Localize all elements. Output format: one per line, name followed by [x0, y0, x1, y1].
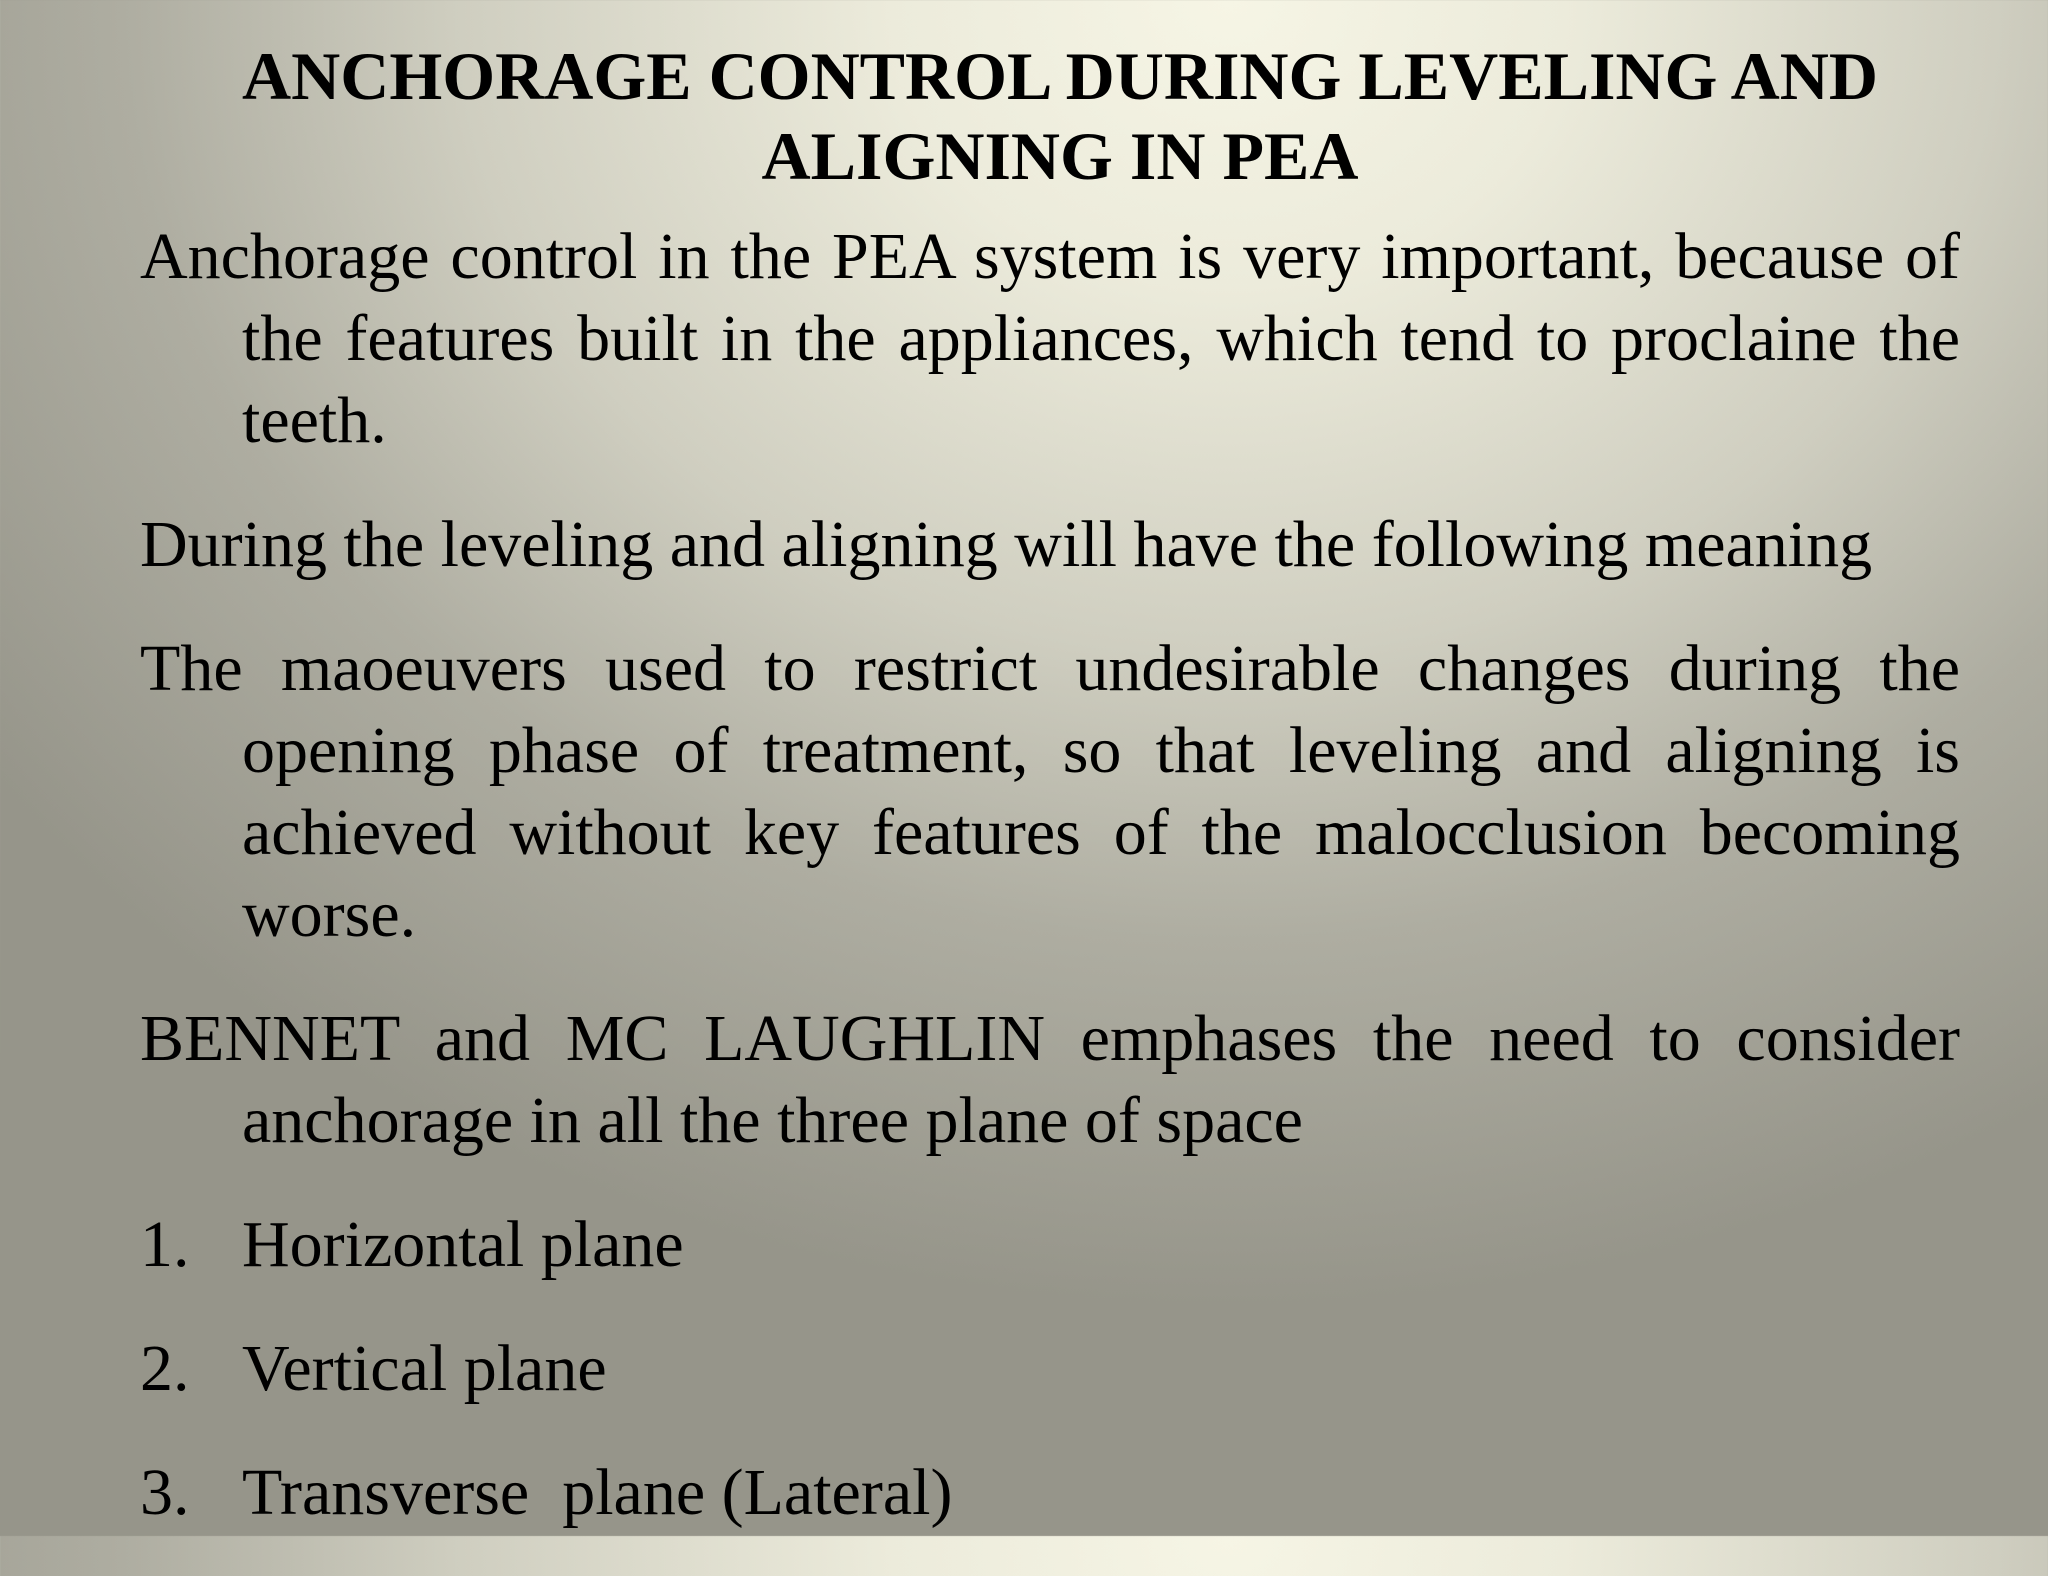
title-line-2: ALIGNING IN PEA	[761, 118, 1359, 194]
list-number: 2.	[140, 1332, 190, 1405]
list-item	[140, 1328, 1960, 1410]
list-item	[140, 1204, 1960, 1286]
list-text: Vertical plane	[242, 1332, 607, 1405]
paragraph-bennet-mclaughlin: BENNET and MC LAUGHLIN emphases the need to consider anchorage in all the three plane of space	[140, 1002, 1960, 1157]
list-text: Transverse plane (Lateral)	[242, 1456, 953, 1529]
slide-title	[150, 36, 1970, 196]
slide-body	[140, 216, 1960, 1576]
paragraph-maneuvers: The maoeuvers used to restrict undesirable changes during the opening phase of treatment, so that leveling and aligning is achieved without key features of the malocclusion becoming worse.	[140, 632, 1960, 951]
list-number: 1.	[140, 1208, 190, 1281]
list-item	[140, 1452, 1960, 1534]
paragraph-anchorage-control: Anchorage control in the PEA system is very important, because of the features built in the appliances, which tend to proclaine the teeth.	[140, 220, 1960, 457]
list-text: Horizontal plane	[242, 1208, 684, 1281]
planes-list	[140, 1204, 1960, 1534]
title-line-1: ANCHORAGE CONTROL DURING LEVELING AND	[242, 38, 1878, 114]
paragraph-leveling-meaning: During the leveling and aligning will have the following meaning	[140, 508, 1873, 581]
list-number: 3.	[140, 1456, 190, 1529]
